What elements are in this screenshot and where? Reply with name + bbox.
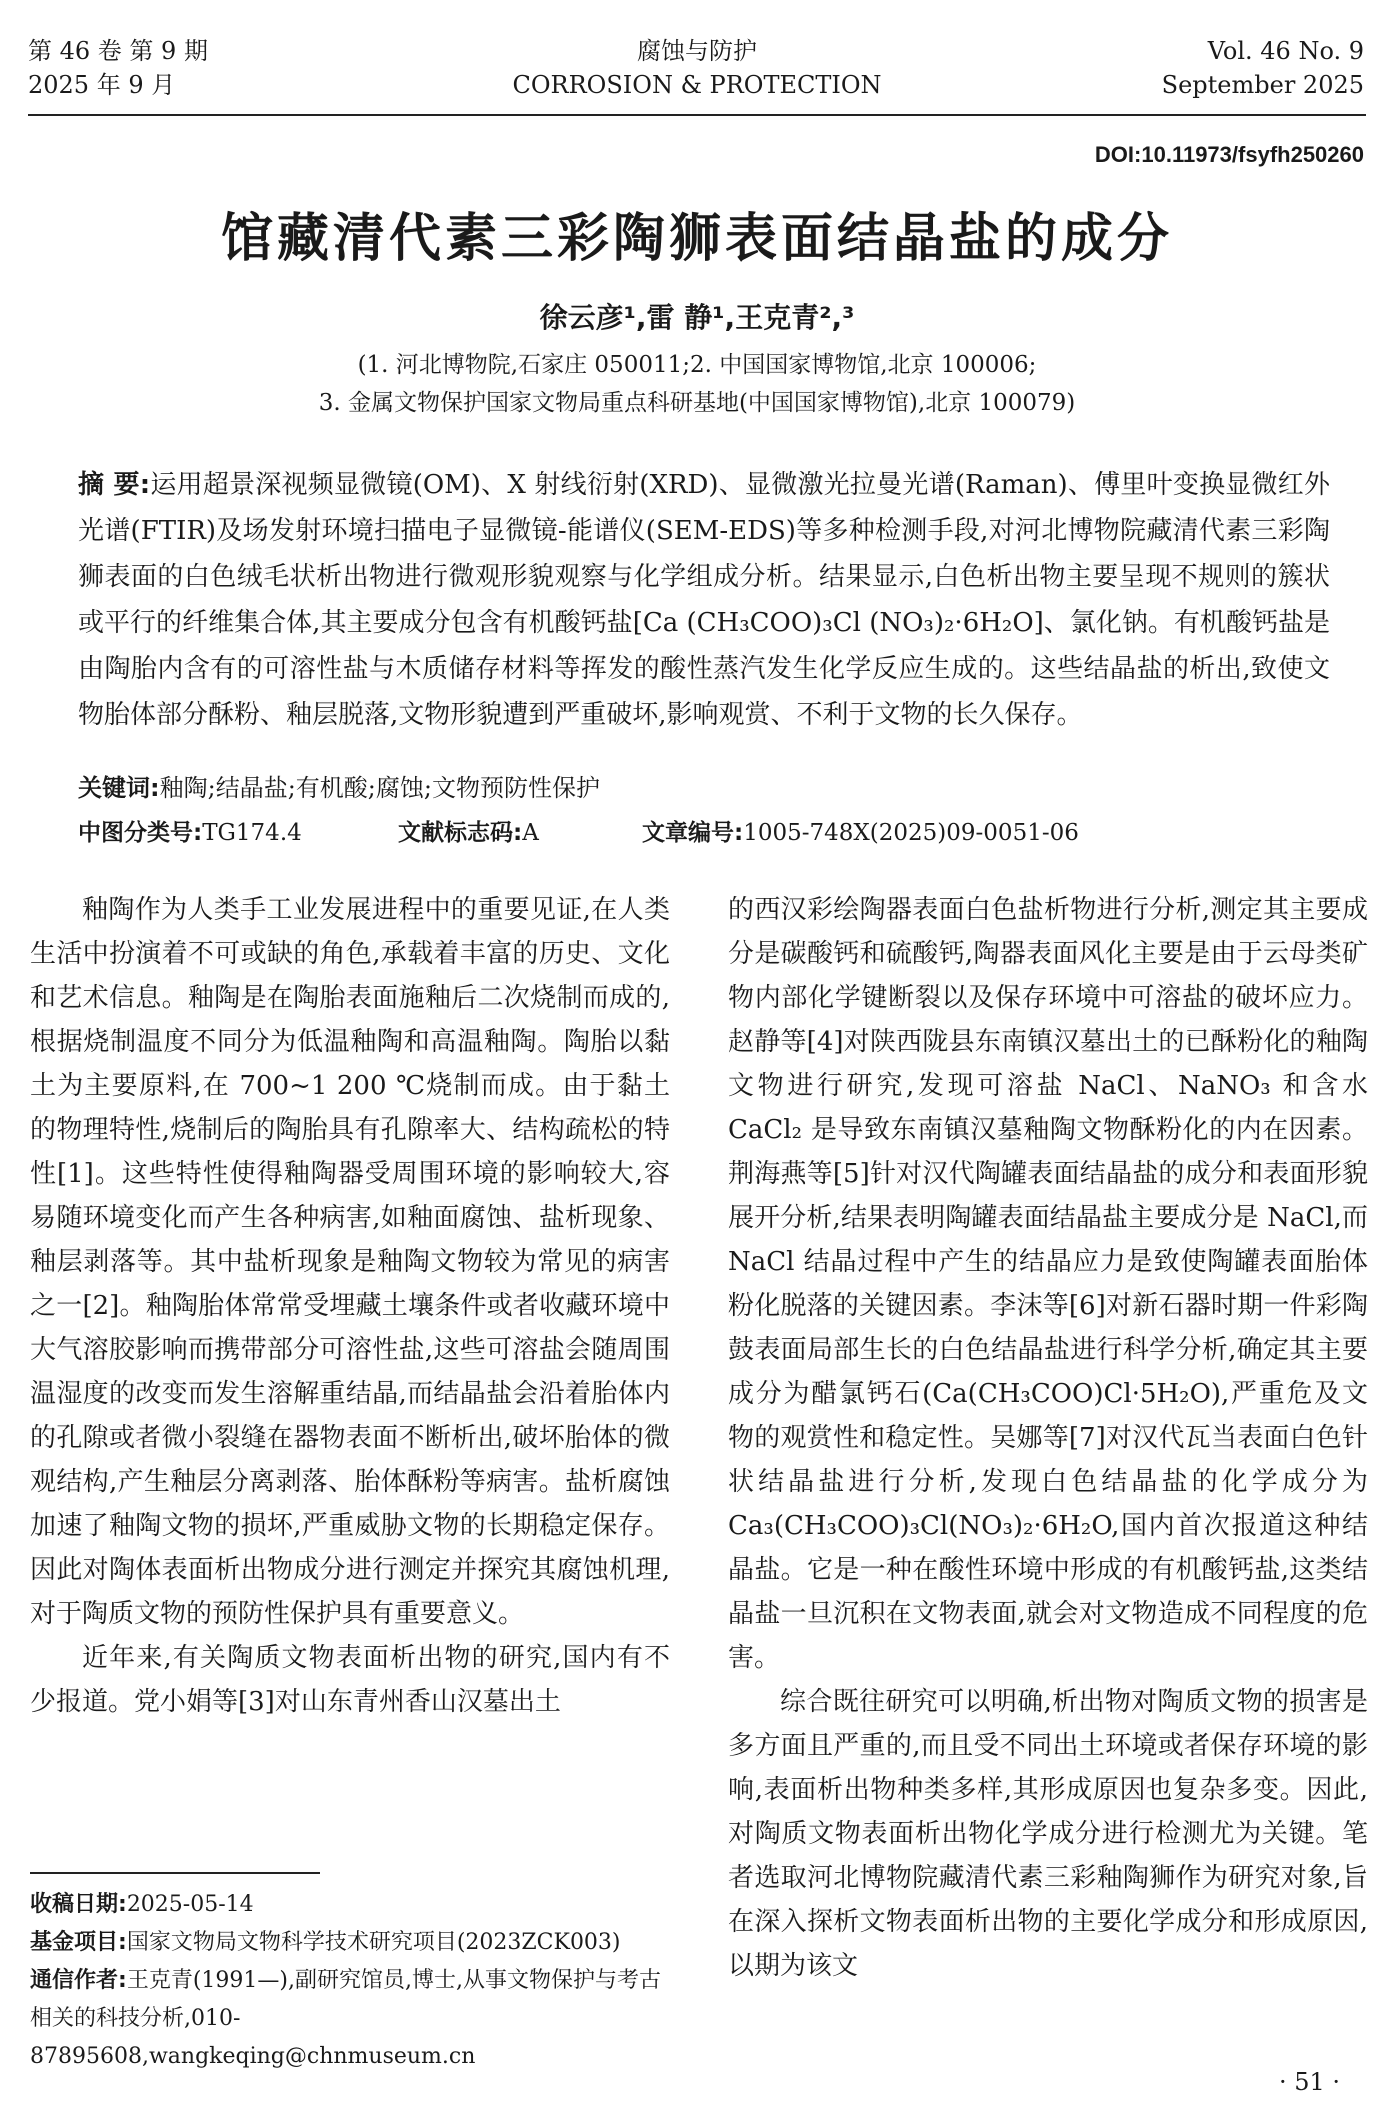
article-number-value: 1005-748X(2025)09-0051-06 bbox=[743, 820, 1079, 846]
volume-issue-en-line: Vol. 46 No. 9 bbox=[1207, 37, 1364, 65]
paper-authors: 徐云彦¹,雷 静¹,王克青²,³ bbox=[539, 301, 855, 334]
corresponding-value: 王克青(1991—),副研究馆员,博士,从事文物保护与考古相关的科技分析,010-87895608,wangkeqing@chnmuseum.cn bbox=[30, 1968, 661, 2069]
affiliation-line-2: 3. 金属文物保护国家文物局重点科研基地(中国国家博物馆),北京 100079) bbox=[318, 390, 1076, 416]
clc-label: 中图分类号: bbox=[78, 820, 203, 846]
header-divider bbox=[28, 114, 1366, 116]
body-column-right bbox=[728, 888, 1368, 1988]
doi[interactable]: DOI:10.11973/fsyfh250260 bbox=[1094, 142, 1364, 167]
page-number: · 51 · bbox=[1278, 2068, 1340, 2096]
journal-name-cn: 腐蚀与防护 bbox=[637, 37, 757, 65]
volume-issue-line: 第 46 卷 第 9 期 bbox=[28, 37, 208, 65]
journal-volume-issue-en bbox=[1162, 34, 1364, 102]
footnote-funding bbox=[30, 1924, 670, 1962]
clc-value: TG174.4 bbox=[202, 820, 302, 846]
body-column-left bbox=[30, 888, 670, 1724]
journal-name-en: CORROSION & PROTECTION bbox=[512, 71, 882, 99]
article-number bbox=[642, 814, 1079, 847]
abstract bbox=[78, 462, 1330, 738]
abstract-label: 摘 要: bbox=[78, 470, 151, 500]
corresponding-label: 通信作者: bbox=[30, 1968, 127, 1993]
received-label: 收稿日期: bbox=[30, 1892, 127, 1917]
affiliation-line-1: (1. 河北博物院,石家庄 050011;2. 中国国家博物馆,北京 100006; bbox=[357, 352, 1037, 378]
keywords bbox=[78, 768, 1330, 803]
body-paragraph: 的西汉彩绘陶器表面白色盐析物进行分析,测定其主要成分是碳酸钙和硫酸钙,陶器表面风化主要是由于云母类矿物内部化学键断裂以及保存环境中可溶盐的破坏应力。赵静等[4]对陕西陇县东南镇汉墓出土的已酥粉化的釉陶文物进行研究,发现可溶盐 NaCl、NaNO₃ 和含水 CaCl₂ 是导致东南镇汉墓釉陶文物酥粉化的内在因素。荆海燕等[5]针对汉代陶罐表面结晶盐的成分和表面形貌展开分析,结果表明陶罐表面结晶盐主要成分是 NaCl,而 NaCl 结晶过程中产生的结晶应力是致使陶罐表面胎体粉化脱落的关键因素。李沫等[6]对新石器时期一件彩陶鼓表面局部生长的白色结晶盐进行科学分析,确定其主要成分为醋氯钙石(Ca(CH₃COO)Cl·5H₂O),严重危及文物的观赏性和稳定性。吴娜等[7]对汉代瓦当表面白色针状结晶盐进行分析,发现白色结晶盐的化学成分为 Ca₃(CH₃COO)₃Cl(NO₃)₂·6H₂O,国内首次报道这种结晶盐。它是一种在酸性环境中形成的有机酸钙盐,这类结晶盐一旦沉积在文物表面,就会对文物造成不同程度的危害。 bbox=[728, 895, 1368, 1673]
keywords-label: 关键词: bbox=[78, 774, 160, 802]
issue-date-line: 2025 年 9 月 bbox=[28, 71, 176, 99]
document-code bbox=[398, 814, 539, 847]
abstract-text: 运用超景深视频显微镜(OM)、X 射线衍射(XRD)、显微激光拉曼光谱(Raman)、傅里叶变换显微红外光谱(FTIR)及场发射环境扫描电子显微镜-能谱仪(SEM-EDS)等多种检测手段,对河北博物院藏清代素三彩陶狮表面的白色绒毛状析出物进行微观形貌观察与化学组成分析。结果显示,白色析出物主要呈现不规则的簇状或平行的纤维集合体,其主要成分包含有机酸钙盐[Ca (CH₃COO)₃Cl (NO₃)₂·6H₂O]、氯化钠。有机酸钙盐是由陶胎内含有的可溶性盐与木质储存材料等挥发的酸性蒸汽发生化学反应生成的。这些结晶盐的析出,致使文物胎体部分酥粉、釉层脱落,文物形貌遭到严重破坏,影响观赏、不利于文物的长久保存。 bbox=[78, 470, 1330, 730]
funding-value: 国家文物局文物科学技术研究项目(2023ZCK003) bbox=[126, 1930, 621, 1955]
footnote-received bbox=[30, 1886, 670, 1924]
keywords-text: 釉陶;结晶盐;有机酸;腐蚀;文物预防性保护 bbox=[159, 774, 600, 802]
issue-date-en-line: September 2025 bbox=[1161, 71, 1364, 99]
received-value: 2025-05-14 bbox=[126, 1892, 254, 1917]
footnote-corresponding-author bbox=[30, 1962, 670, 2076]
body-paragraph: 近年来,有关陶质文物表面析出物的研究,国内有不少报道。党小娟等[3]对山东青州香山汉墓出土 bbox=[30, 1643, 670, 1717]
footnote-divider bbox=[30, 1872, 320, 1874]
paper-title: 馆藏清代素三彩陶狮表面结晶盐的成分 bbox=[220, 209, 1173, 269]
clc-number bbox=[78, 814, 302, 847]
body-paragraph: 综合既往研究可以明确,析出物对陶质文物的损害是多方面且严重的,而且受不同出土环境或者保存环境的影响,表面析出物种类多样,其形成原因也复杂多变。因此,对陶质文物表面析出物化学成分进行检测尤为关键。笔者选取河北博物院藏清代素三彩釉陶狮作为研究对象,旨在深入探析文物表面析出物的主要化学成分和形成原因,以期为该文 bbox=[728, 1687, 1368, 1981]
body-paragraph: 釉陶作为人类手工业发展进程中的重要见证,在人类生活中扮演着不可或缺的角色,承载着丰富的历史、文化和艺术信息。釉陶是在陶胎表面施釉后二次烧制而成的,根据烧制温度不同分为低温釉陶和高温釉陶。陶胎以黏土为主要原料,在 700~1 200 ℃烧制而成。由于黏土的物理特性,烧制后的陶胎具有孔隙率大、结构疏松的特性[1]。这些特性使得釉陶器受周围环境的影响较大,容易随环境变化而产生各种病害,如釉面腐蚀、盐析现象、釉层剥落等。其中盐析现象是釉陶文物较为常见的病害之一[2]。釉陶胎体常常受埋藏土壤条件或者收藏环境中大气溶胶影响而携带部分可溶性盐,这些可溶盐会随周围温湿度的改变而发生溶解重结晶,而结晶盐会沿着胎体内的孔隙或者微小裂缝在器物表面不断析出,破坏胎体的微观结构,产生釉层分离剥落、胎体酥粉等病害。盐析腐蚀加速了釉陶文物的损坏,严重威胁文物的长期稳定保存。因此对陶体表面析出物成分进行测定并探究其腐蚀机理,对于陶质文物的预防性保护具有重要意义。 bbox=[30, 895, 670, 1629]
doc-code-value: A bbox=[522, 820, 539, 846]
funding-label: 基金项目: bbox=[30, 1930, 127, 1955]
article-number-label: 文章编号: bbox=[642, 820, 744, 846]
doc-code-label: 文献标志码: bbox=[398, 820, 523, 846]
